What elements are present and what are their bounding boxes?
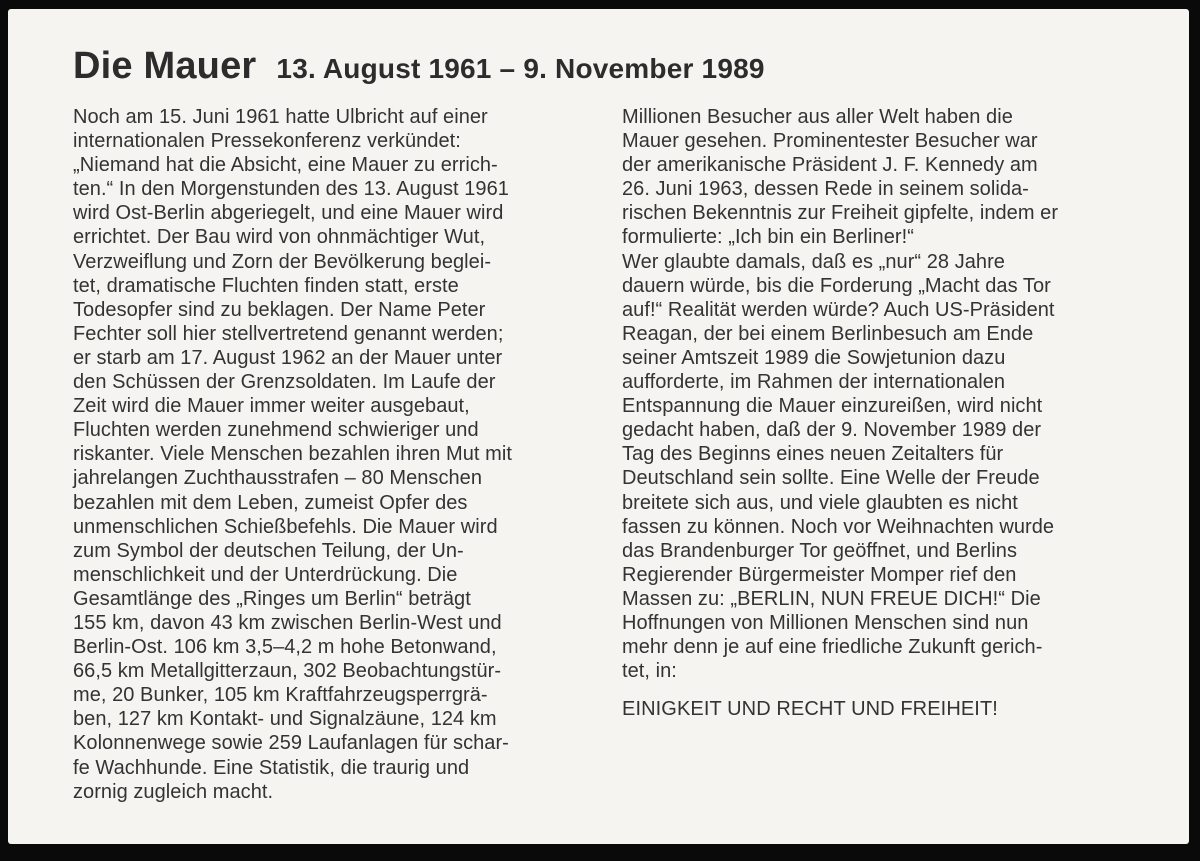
text-line: das Brandenburger Tor geöffnet, und Berlins	[622, 539, 1018, 562]
text-line: aufforderte, im Rahmen der internationalen	[622, 371, 1006, 394]
text-line: unmenschlichen Schießbefehls. Die Mauer wird	[73, 515, 498, 538]
text-line: wird Ost-Berlin abgeriegelt, und eine Mauer wird	[73, 202, 504, 225]
text-line: menschlichkeit und der Unterdrückung. Die	[73, 563, 458, 586]
text-line: Zeit wird die Mauer immer weiter ausgebaut,	[73, 395, 470, 418]
text-line: tet, dramatische Fluchten finden statt, erste	[73, 274, 459, 297]
text-line: errichtet. Der Bau wird von ohnmächtiger Wut,	[73, 226, 486, 249]
text-line: den Schüssen der Grenzsoldaten. Im Laufe der	[73, 371, 496, 394]
text-line: jahrelangen Zuchthausstrafen – 80 Menschen	[73, 467, 483, 490]
text-line: fassen zu können. Noch vor Weihnachten wurde	[622, 515, 1055, 538]
text-line: Mauer gesehen. Prominentester Besucher war	[622, 130, 1038, 153]
text-line: dauern würde, bis die Forderung „Macht das Tor	[622, 274, 1051, 297]
closing-motto: EINIGKEIT UND RECHT UND FREIHEIT!	[622, 698, 998, 721]
text-line: 66,5 km Metallgitterzaun, 302 Beobachtungstür-	[73, 660, 502, 683]
text-line: riskanter. Viele Menschen bezahlen ihren Mut mit	[73, 443, 512, 466]
text-line: rischen Bekenntnis zur Freiheit gipfelte, indem er	[622, 202, 1059, 225]
text-line: formulierte: „Ich bin ein Berliner!“	[622, 226, 914, 249]
text-line: Gesamtlänge des „Ringes um Berlin“ beträgt	[73, 587, 471, 610]
text-line: Hoffnungen von Millionen Menschen sind nun	[622, 611, 1029, 634]
text-line: Deutschland sein sollte. Eine Welle der Freude	[622, 467, 1040, 490]
page-title	[73, 45, 765, 88]
text-line: Regierender Bürgermeister Momper rief den	[622, 563, 1017, 586]
text-line: 26. Juni 1963, dessen Rede in seinem solida-	[622, 178, 1029, 201]
text-line: Noch am 15. Juni 1961 hatte Ulbricht auf einer	[73, 106, 488, 128]
text-line: Verzweiflung und Zorn der Bevölkerung beglei-	[73, 250, 492, 273]
left-text-column	[73, 105, 598, 804]
text-line: Massen zu: „BERLIN, NUN FREUE DICH!“ Die	[622, 587, 1041, 610]
text-line: Tag des Beginns eines neuen Zeitalters für	[622, 443, 1004, 466]
text-line: auf!“ Realität werden würde? Auch US-Präsident	[622, 298, 1055, 321]
text-line: fe Wachhunde. Eine Statistik, die traurig und	[73, 756, 470, 779]
text-line: er starb am 17. August 1962 an der Mauer unter	[73, 346, 503, 369]
text-line: ten.“ In den Morgenstunden des 13. August 1961	[73, 178, 509, 201]
text-line: 155 km, davon 43 km zwischen Berlin-West und	[73, 611, 502, 634]
text-line: Fechter soll hier stellvertretend genannt werden;	[73, 322, 504, 345]
right-text-column	[622, 105, 1152, 721]
text-line: „Niemand hat die Absicht, eine Mauer zu errich-	[73, 154, 498, 177]
text-line: Fluchten werden zunehmend schwieriger und	[73, 419, 479, 442]
text-line: mehr denn je auf eine friedliche Zukunft gerich-	[622, 636, 1043, 659]
text-line: internationalen Pressekonferenz verkündet:	[73, 130, 461, 153]
right-paragraph	[622, 105, 1152, 683]
text-line: bezahlen mit dem Leben, zumeist Opfer des	[73, 491, 468, 514]
title-text: Die Mauer	[73, 45, 257, 87]
text-line: Berlin-Ost. 106 km 3,5–4,2 m hohe Betonwand,	[73, 636, 497, 659]
text-line: Todesopfer sind zu beklagen. Der Name Peter	[73, 298, 486, 321]
text-line: zum Symbol der deutschen Teilung, der Un-	[73, 539, 464, 562]
text-line: gedacht haben, daß der 9. November 1989 der	[622, 419, 1042, 442]
text-line: Millionen Besucher aus aller Welt haben die	[622, 106, 1013, 128]
text-line: Entspannung die Mauer einzureißen, wird nicht	[622, 395, 1043, 418]
text-line: zornig zugleich macht.	[73, 780, 274, 803]
text-line: me, 20 Bunker, 105 km Kraftfahrzeugsperrgrä-	[73, 684, 488, 707]
text-line: ben, 127 km Kontakt- und Signalzäune, 124 km	[73, 708, 497, 731]
date-range: 13. August 1961 – 9. November 1989	[276, 53, 765, 84]
text-line: Wer glaubte damals, daß es „nur“ 28 Jahre	[622, 250, 1005, 273]
text-line: Reagan, der bei einem Berlinbesuch am Ende	[622, 322, 1034, 345]
postcard	[8, 9, 1189, 844]
text-line: Kolonnenwege sowie 259 Laufanlagen für schar-	[73, 732, 509, 755]
text-line: tet, in:	[622, 660, 677, 683]
text-line: seiner Amtszeit 1989 die Sowjetunion dazu	[622, 346, 1006, 369]
text-line: der amerikanische Präsident J. F. Kennedy am	[622, 154, 1038, 177]
text-line: breitete sich aus, und viele glaubten es nicht	[622, 491, 1018, 514]
